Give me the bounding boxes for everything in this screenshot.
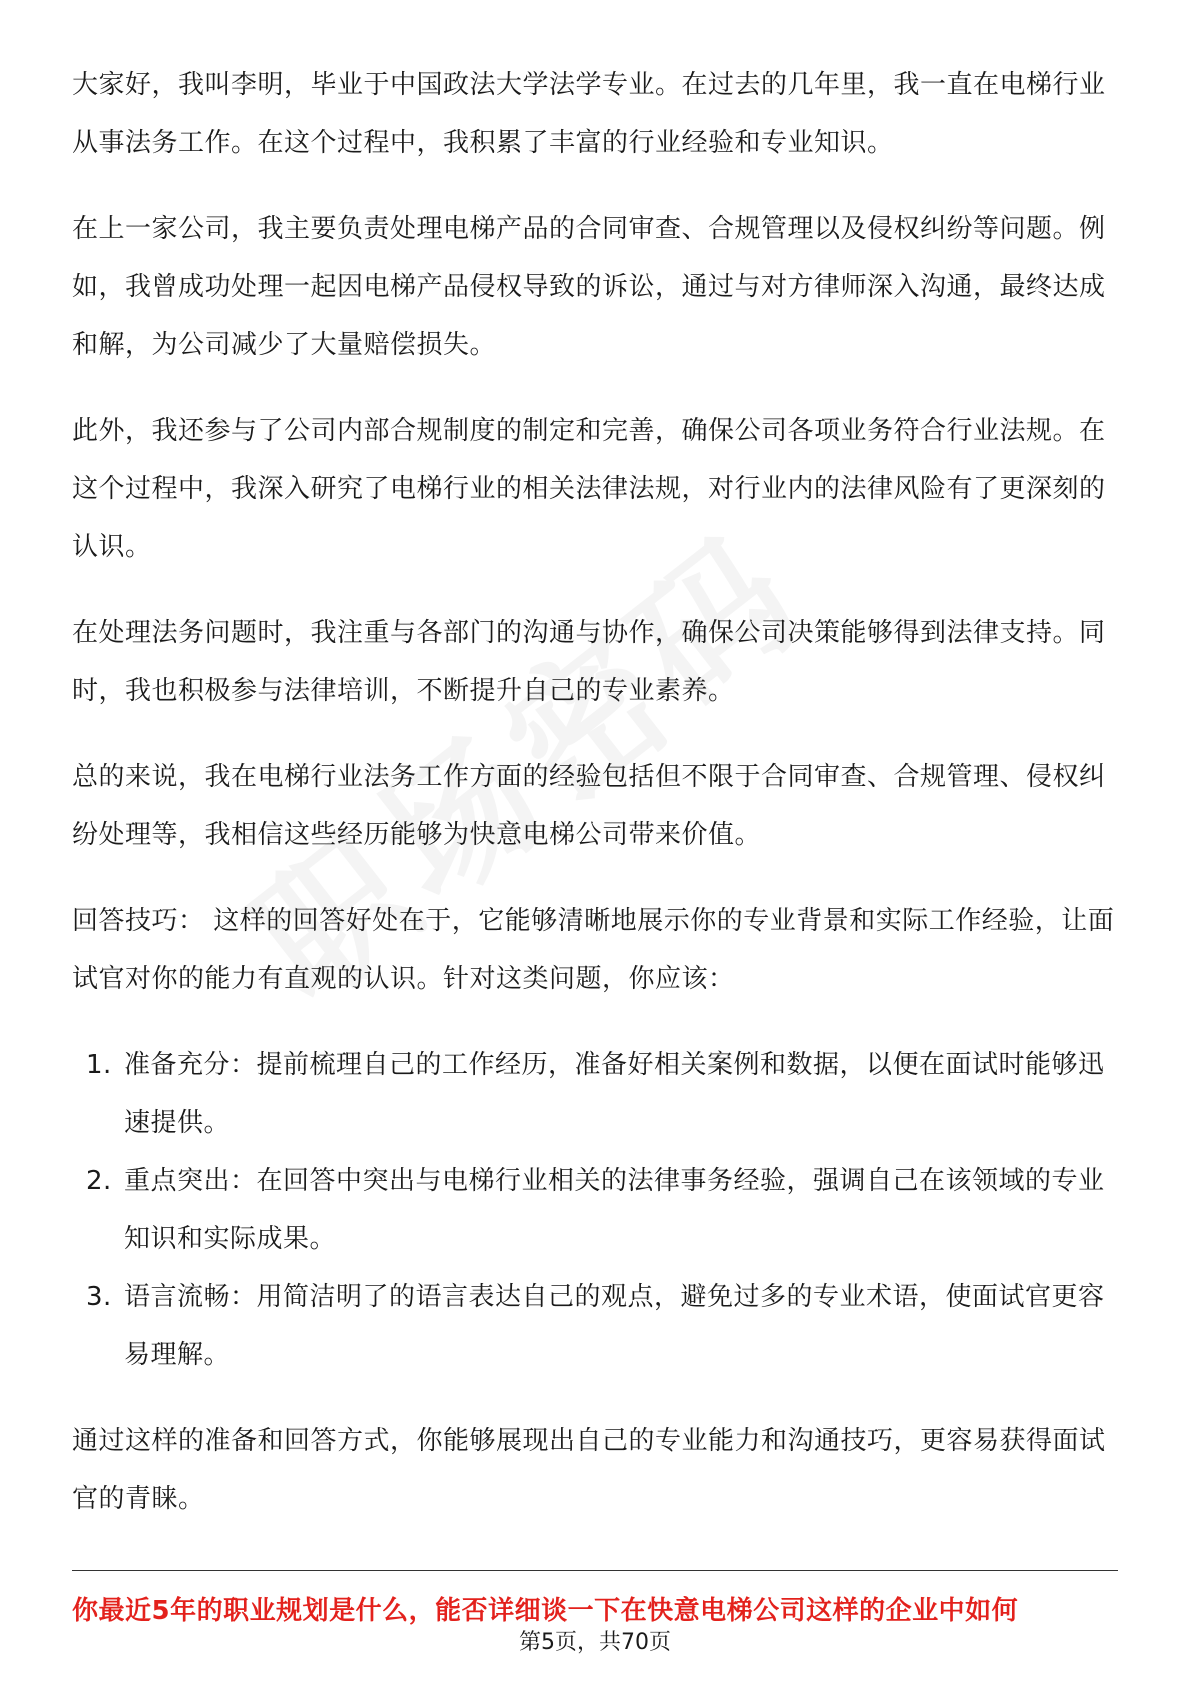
paragraph-previous-company: 在上一家公司，我主要负责处理电梯产品的合同审查、合规管理以及侵权纠纷等问题。例如，我曾成功处理一起因电梯产品侵权导致的诉讼，通过与对方律师深入沟通，最终达成和解，为公司减少了大量赔偿损失。 (72, 214, 1106, 360)
list-item-text: 重点突出：在回答中突出与电梯行业相关的法律事务经验，强调自己在该领域的专业知识和实际成果。 (124, 1166, 1105, 1254)
list-item (72, 1152, 1118, 1268)
page-number: 第5页，共70页 (519, 1630, 671, 1655)
paragraph-compliance: 此外，我还参与了公司内部合规制度的制定和完善，确保公司各项业务符合行业法规。在这个过程中，我深入研究了电梯行业的相关法律法规，对行业内的法律风险有了更深刻的认识。 (72, 416, 1106, 562)
list-item (72, 1268, 1118, 1384)
paragraph-communication: 在处理法务问题时，我注重与各部门的沟通与协作，确保公司决策能够得到法律支持。同时，我也积极参与法律培训，不断提升自己的专业素养。 (72, 618, 1106, 706)
paragraph-summary: 总的来说，我在电梯行业法务工作方面的经验包括但不限于合同审查、合规管理、侵权纠纷处理等，我相信这些经历能够为快意电梯公司带来价值。 (72, 762, 1106, 850)
paragraph-answer-tips: 回答技巧： 这样的回答好处在于，它能够清晰地展示你的专业背景和实际工作经验，让面试官对你的能力有直观的认识。针对这类问题，你应该： (72, 906, 1115, 994)
next-question-heading: 你最近5年的职业规划是什么，能否详细谈一下在快意电梯公司这样的企业中如何 (72, 1596, 1019, 1626)
tips-list (72, 1036, 1118, 1384)
answer-content (72, 56, 1118, 1556)
list-number: 1. (86, 1050, 112, 1080)
list-number: 3. (86, 1282, 112, 1312)
list-item-text: 语言流畅：用简洁明了的语言表达自己的观点，避免过多的专业术语，使面试官更容易理解。 (124, 1282, 1105, 1370)
paragraph-intro: 大家好，我叫李明，毕业于中国政法大学法学专业。在过去的几年里，我一直在电梯行业从事法务工作。在这个过程中，我积累了丰富的行业经验和专业知识。 (72, 70, 1106, 158)
list-number: 2. (86, 1166, 112, 1196)
list-item (72, 1036, 1118, 1152)
list-item-text: 准备充分：提前梳理自己的工作经历，准备好相关案例和数据，以便在面试时能够迅速提供。 (124, 1050, 1105, 1138)
section-divider (72, 1570, 1118, 1571)
paragraph-closing: 通过这样的准备和回答方式，你能够展现出自己的专业能力和沟通技巧，更容易获得面试官的青睐。 (72, 1426, 1106, 1514)
